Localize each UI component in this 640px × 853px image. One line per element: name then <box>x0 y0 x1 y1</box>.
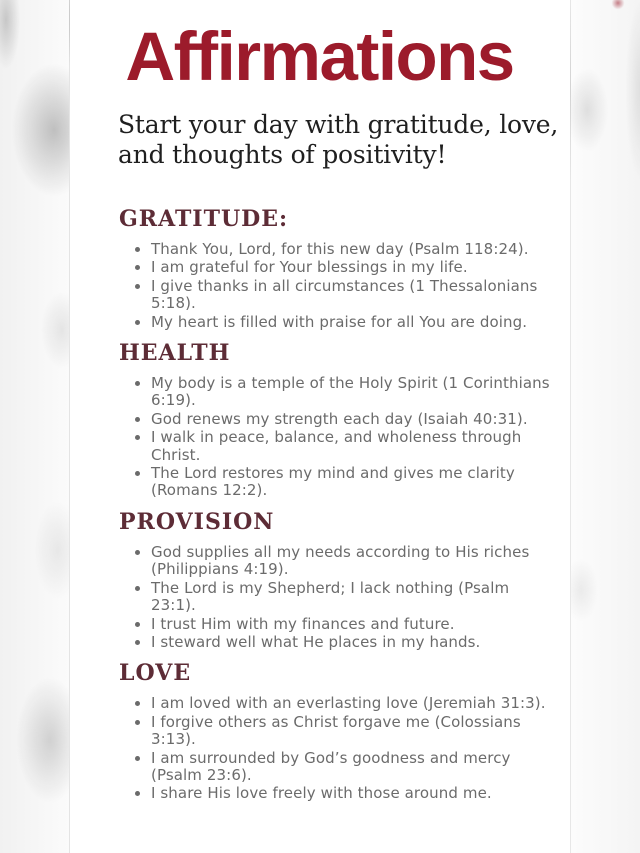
list-item: I give thanks in all circumstances (1 Thessalonians 5:18). <box>134 278 554 313</box>
love-list <box>118 695 554 802</box>
page-subtitle <box>118 110 570 170</box>
list-item: The Lord is my Shepherd; I lack nothing (Psalm 23:1). <box>134 580 554 615</box>
page-title: Affirmations <box>125 18 514 95</box>
section-heading-love: LOVE <box>119 660 192 687</box>
list-item: God renews my strength each day (Isaiah 40:31). <box>134 411 554 428</box>
list-item: I am grateful for Your blessings in my life. <box>134 259 554 276</box>
list-item: God supplies all my needs according to His riches (Philippians 4:19). <box>134 544 554 579</box>
list-item: I walk in peace, balance, and wholeness through Christ. <box>134 429 554 464</box>
list-item: I trust Him with my finances and future. <box>134 616 554 633</box>
section-heading-gratitude: GRATITUDE: <box>119 206 289 232</box>
provision-list <box>118 544 554 651</box>
list-item: I am loved with an everlasting love (Jeremiah 31:3). <box>134 695 554 712</box>
list-item: I forgive others as Christ forgave me (Colossians 3:13). <box>134 714 554 749</box>
list-item: My heart is filled with praise for all You are doing. <box>134 314 554 331</box>
health-list <box>118 375 554 500</box>
list-item: Thank You, Lord, for this new day (Psalm 118:24). <box>134 241 554 258</box>
affirmations-page <box>69 0 570 804</box>
section-heading-provision: PROVISION <box>119 508 275 535</box>
list-item: The Lord restores my mind and gives me clarity (Romans 12:2). <box>134 465 554 500</box>
list-item: My body is a temple of the Holy Spirit (1 Corinthians 6:19). <box>134 375 554 410</box>
subtitle-line-1: Start your day with gratitude, love, <box>118 110 559 139</box>
section-heading-health: HEALTH <box>119 340 231 367</box>
section-gratitude <box>118 206 570 331</box>
list-item: I share His love freely with those around me. <box>134 785 554 802</box>
list-item: I steward well what He places in my hands. <box>134 634 554 651</box>
subtitle-line-2: and thoughts of positivity! <box>118 140 447 169</box>
section-health <box>118 340 570 500</box>
section-love <box>118 660 570 802</box>
gratitude-list <box>118 241 554 331</box>
list-item: I am surrounded by God’s goodness and mercy (Psalm 23:6). <box>134 750 554 785</box>
section-provision <box>118 509 570 651</box>
background-blur-right <box>570 0 640 853</box>
background-blur-left <box>0 0 70 853</box>
